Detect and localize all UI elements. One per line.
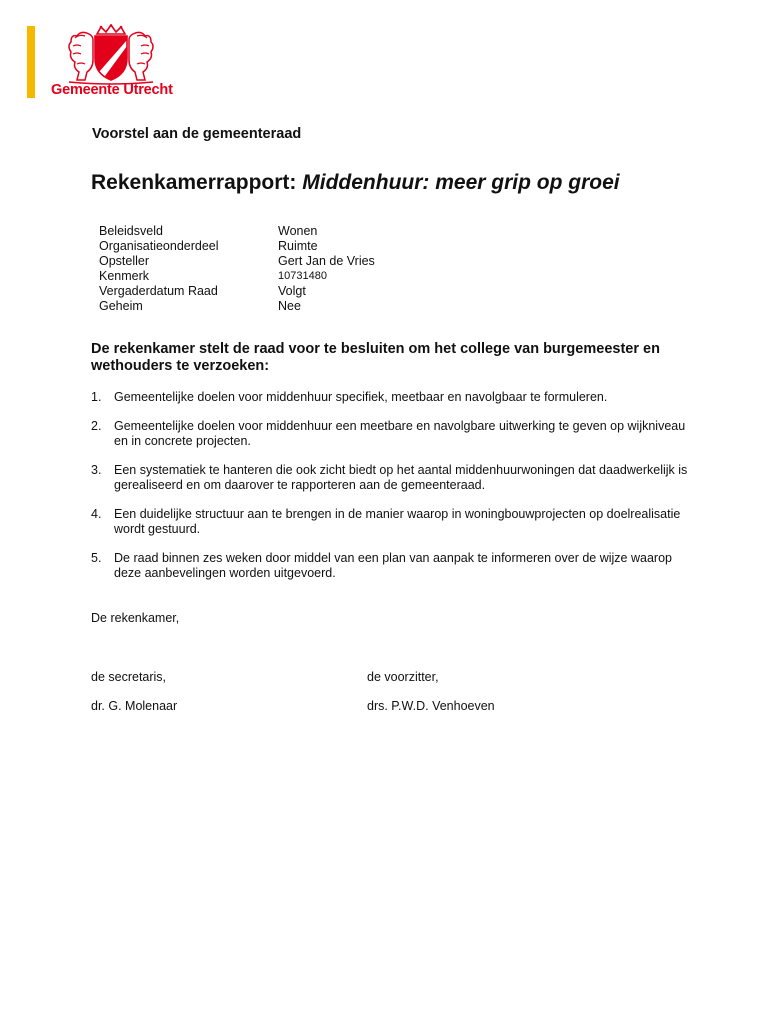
chair-role: de voorzitter,	[367, 670, 439, 684]
metadata-label: Geheim	[99, 299, 143, 313]
list-item	[91, 551, 691, 581]
metadata-label: Beleidsveld	[99, 224, 163, 238]
list-item-number: 1.	[91, 390, 102, 404]
request-heading: De rekenkamer stelt de raad voor te besluiten om het college van burgemeester en wethouders te verzoeken:	[91, 341, 660, 374]
secretary-role: de secretaris,	[91, 670, 167, 684]
list-item	[91, 390, 691, 405]
metadata-row	[99, 269, 375, 284]
list-item-text: De raad binnen zes weken door middel van een plan van aanpak te informeren over de wijze waarop deze aanbevelingen worden uitgevoerd.	[114, 551, 672, 580]
metadata-label: Vergaderdatum Raad	[99, 284, 218, 298]
document-subtitle: Voorstel aan de gemeenteraad	[92, 126, 302, 142]
metadata-row	[99, 224, 375, 239]
recommendations-list	[91, 390, 691, 595]
metadata-label: Organisatieonderdeel	[99, 239, 219, 253]
list-item-number: 2.	[91, 419, 102, 433]
list-item-number: 3.	[91, 463, 102, 477]
metadata-row	[99, 239, 375, 254]
metadata-value: Ruimte	[278, 239, 318, 253]
chair-name: drs. P.W.D. Venhoeven	[367, 699, 495, 713]
title-prefix: Rekenkamerrapport:	[91, 171, 303, 194]
metadata-value: Volgt	[278, 284, 306, 298]
list-item-number: 4.	[91, 507, 102, 521]
metadata-row	[99, 284, 375, 299]
list-item-text: Gemeentelijke doelen voor middenhuur een meetbare en navolgbare uitwerking te geven op wijkniveau en in concrete projecten.	[114, 419, 686, 448]
metadata-value: 10731480	[278, 270, 327, 282]
list-item-text: Een duidelijke structuur aan te brengen in de manier waarop in woningbouwprojecten op doelrealisatie wordt gestuurd.	[114, 507, 681, 536]
metadata-row	[99, 254, 375, 269]
list-item-number: 5.	[91, 551, 102, 565]
metadata-label: Opsteller	[99, 254, 150, 268]
list-item-text: Gemeentelijke doelen voor middenhuur specifiek, meetbaar en navolgbaar te formuleren.	[114, 390, 608, 404]
municipality-logo	[27, 24, 187, 104]
metadata-value: Wonen	[278, 224, 318, 238]
document-title	[91, 171, 620, 195]
metadata-value: Nee	[278, 299, 301, 313]
closing-line: De rekenkamer,	[91, 611, 180, 625]
list-item	[91, 419, 691, 449]
list-item	[91, 463, 691, 493]
coat-of-arms-icon	[59, 24, 163, 86]
title-italic: Middenhuur: meer grip op groei	[302, 171, 620, 194]
logo-wordmark: Gemeente Utrecht	[51, 82, 173, 98]
metadata-row	[99, 299, 375, 314]
list-item	[91, 507, 691, 537]
metadata-value: Gert Jan de Vries	[278, 254, 375, 268]
metadata-table	[99, 224, 375, 314]
list-item-text: Een systematiek te hanteren die ook zicht biedt op het aantal middenhuurwoningen dat daadwerkelijk is gerealiseerd en om daarover te rapporteren aan de gemeenteraad.	[114, 463, 688, 492]
metadata-label: Kenmerk	[99, 269, 150, 283]
logo-accent-bar	[27, 26, 35, 98]
secretary-name: dr. G. Molenaar	[91, 699, 178, 713]
